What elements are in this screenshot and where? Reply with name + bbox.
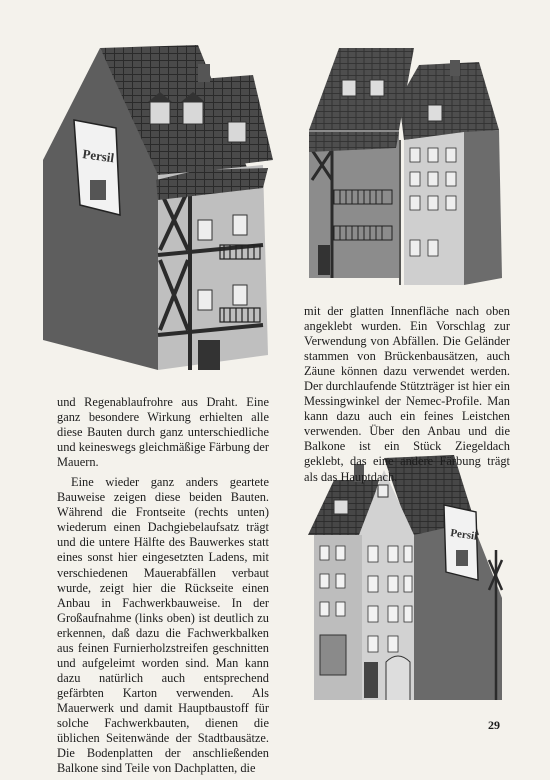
page-number: 29 — [488, 718, 500, 732]
right-paragraph-1: mit der glatten Innenfläche nach oben angeklebt wurden. Ein Vorschlag zur Verwendung von Abfällen. Die Geländer stammen von Brückenbausätzen, auch Zäune können dazu verwendet werden. Der durchlaufende Stützträger ist hier ein Messingwinkel der Nemec-Profile. Man kann dazu auch ein feines Leistchen verwenden. Über den Anbau und die Balkone ist ein Stück Ziegeldach geklebt, das eine andere Färbung trägt als das Hauptdach. — [304, 304, 510, 484]
photo-house-balconies — [304, 40, 510, 288]
left-paragraph-2: Eine wieder ganz anders geartete Bauweise zeigen diese beiden Bauten. Während die Frontseite (rechts unten) wiederum einen Dachgiebelaufsatz trägt und die untere Hälfte des Bauwerkes statt eines sonst hier eingesetzten Ladens, mit verschiedenen Mauerabfällen verbaut wurde, zeigt hier die Rückseite einen Anbau in Fachwerkbauweise. In der Großaufnahme (links oben) ist deutlich zu erkennen, daß dazu die Fachwerkbalken aus feinen Furnierholzstreifen geschnitten und aufgeleimt worden sind. Man kann dazu natürlich auch entsprechend gefärbten Karton verwenden. Als Mauerwerk und damit Hauptbaustoff für solche Fachwerkbauten, dienen die üblichen Seitenwände der Stadtbausätze. Die Bodenplatten der anschließenden Balkone sind Teile von Dachplatten, die — [57, 475, 269, 776]
persil-sign — [444, 505, 478, 580]
photo-house-front — [304, 450, 510, 710]
left-text-column — [57, 395, 269, 776]
persil-sign — [74, 120, 120, 215]
left-paragraph-1: und Regenablaufrohre aus Draht. Eine ganz besondere Wirkung erhielten alle diese Bauten durch ganz unterschiedliche und keineswegs gleichmäßige Färbung der Mauern. — [57, 395, 269, 470]
photo-house-timber-annex — [38, 40, 276, 392]
persil-sign-text: Persil — [449, 527, 478, 543]
persil-sign-text: Persil — [81, 146, 116, 166]
right-text-column — [304, 304, 510, 485]
